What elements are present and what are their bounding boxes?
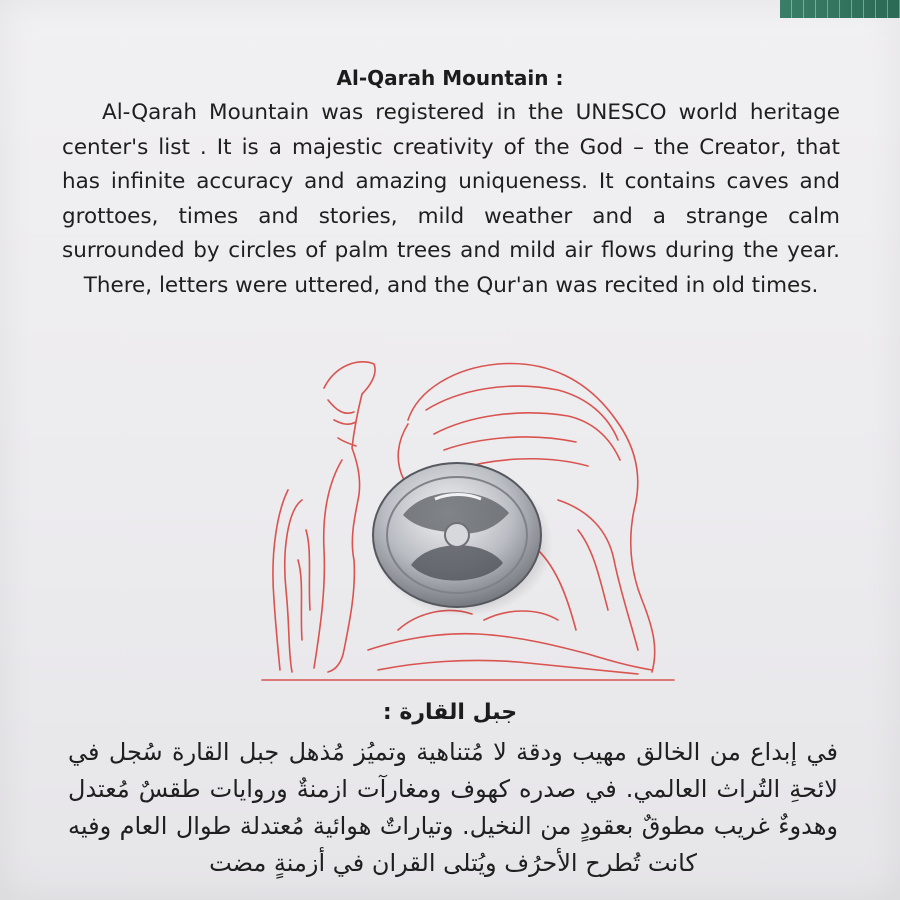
arabic-title: جبل القارة : (382, 700, 518, 725)
english-title: Al-Qarah Mountain : (336, 66, 564, 90)
cutting-mat-edge (780, 0, 900, 18)
arabic-body: في إبداع من الخالق مهيب ودقة لا مُتناهية وتميُز مُذهل جبل القارة سُجل في لائحةِ التُراث العالمي. في صدره كهوف ومغارآت ازمنةٌ وروايات طقسٌ مُعتدل وهدوءٌ غريب مطوقٌ بعقودٍ من النخيل. وتياراتٌ هوائية مُعتدلة طوال العام وفيه كانت تُطرح الأحرُف ويُتلى القران في أزمنةٍ مضت (68, 738, 838, 877)
metal-pin-clutch (365, 455, 555, 615)
english-body: Al-Qarah Mountain was registered in the UNESCO world heritage center's list . It is a majestic creativity of the God – the Creator, that has infinite accuracy and amazing uniqueness. It contains caves and grottoes, times and stories, mild weather and a strange calm surrounded by circles of palm trees and mild air flows during the year. There, letters were uttered, and the Qur'an was recited in old times. (62, 100, 840, 298)
